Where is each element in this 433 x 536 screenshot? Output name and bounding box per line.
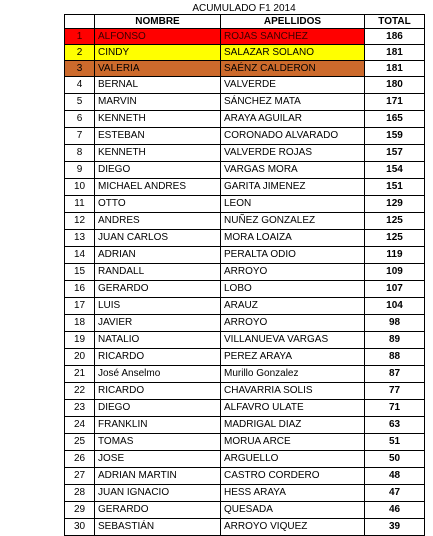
row-nombre: MARVIN [95,94,221,111]
row-nombre: KENNETH [95,145,221,162]
table-row [65,315,425,332]
table-row [65,111,425,128]
row-apellidos: QUESADA [221,502,365,519]
row-position: 5 [65,94,95,111]
row-apellidos: CHAVARRIA SOLIS [221,383,365,400]
row-total: 125 [365,213,425,230]
row-nombre: LUIS [95,298,221,315]
row-nombre: OTTO [95,196,221,213]
row-nombre: ALFONSO [95,29,221,45]
table-body [65,29,425,536]
row-apellidos: CORONADO ALVARADO [221,128,365,145]
row-position: 12 [65,213,95,230]
row-position: 13 [65,230,95,247]
row-position: 25 [65,434,95,451]
row-nombre: RANDALL [95,264,221,281]
row-nombre: CINDY [95,45,221,61]
table-row [65,128,425,145]
row-apellidos: GARITA JIMENEZ [221,179,365,196]
row-total: 157 [365,145,425,162]
row-nombre: José Anselmo [95,366,221,383]
row-position: 20 [65,349,95,366]
row-apellidos: ROJAS SANCHEZ [221,29,365,45]
row-nombre: JOSE [95,451,221,468]
row-total: 165 [365,111,425,128]
row-apellidos: MORUA ARCE [221,434,365,451]
row-position: 14 [65,247,95,264]
row-total: 98 [365,315,425,332]
table-row [65,45,425,61]
row-apellidos: CASTRO CORDERO [221,468,365,485]
table-row [65,94,425,111]
table-row [65,213,425,230]
row-nombre: MICHAEL ANDRES [95,179,221,196]
row-total: 186 [365,29,425,45]
row-apellidos: HESS ARAYA [221,485,365,502]
table-row [65,281,425,298]
table-row [65,332,425,349]
row-nombre: NATALIO [95,332,221,349]
table-row [65,400,425,417]
row-total: 51 [365,434,425,451]
row-position: 16 [65,281,95,298]
row-position: 28 [65,485,95,502]
header-row [65,15,425,29]
row-apellidos: SÁNCHEZ MATA [221,94,365,111]
row-apellidos: VALVERDE ROJAS [221,145,365,162]
table-row [65,230,425,247]
row-position: 29 [65,502,95,519]
row-nombre: TOMAS [95,434,221,451]
row-apellidos: MADRIGAL DIAZ [221,417,365,434]
row-position: 27 [65,468,95,485]
row-nombre: JAVIER [95,315,221,332]
row-total: 88 [365,349,425,366]
header-apellidos: APELLIDOS [221,15,365,29]
header-pos [65,15,95,29]
table-row [65,298,425,315]
row-total: 181 [365,61,425,77]
row-apellidos: ARROYO [221,315,365,332]
row-total: 71 [365,400,425,417]
table-row [65,468,425,485]
row-position: 6 [65,111,95,128]
row-apellidos: PERALTA ODIO [221,247,365,264]
row-nombre: SEBASTIÁN [95,519,221,536]
row-nombre: ADRIAN [95,247,221,264]
row-total: 46 [365,502,425,519]
table-row [65,417,425,434]
table-row [65,77,425,94]
row-total: 104 [365,298,425,315]
row-apellidos: ARGUELLO [221,451,365,468]
row-nombre: JUAN IGNACIO [95,485,221,502]
row-position: 21 [65,366,95,383]
row-total: 129 [365,196,425,213]
row-nombre: DIEGO [95,162,221,179]
row-total: 154 [365,162,425,179]
row-total: 87 [365,366,425,383]
row-total: 39 [365,519,425,536]
row-position: 17 [65,298,95,315]
row-nombre: GERARDO [95,502,221,519]
row-nombre: RICARDO [95,383,221,400]
standings-table [64,14,425,536]
row-position: 11 [65,196,95,213]
table-row [65,162,425,179]
row-apellidos: ARROYO VIQUEZ [221,519,365,536]
table-row [65,502,425,519]
row-apellidos: ALFAVRO ULATE [221,400,365,417]
row-apellidos: LEON [221,196,365,213]
row-total: 77 [365,383,425,400]
row-apellidos: ARAYA AGUILAR [221,111,365,128]
row-position: 26 [65,451,95,468]
header-total: TOTAL [365,15,425,29]
row-total: 50 [365,451,425,468]
row-apellidos: ARAUZ [221,298,365,315]
row-position: 3 [65,61,95,77]
row-nombre: GERARDO [95,281,221,298]
row-position: 4 [65,77,95,94]
row-nombre: VALERIA [95,61,221,77]
row-position: 19 [65,332,95,349]
table-row [65,349,425,366]
row-nombre: RICARDO [95,349,221,366]
row-total: 48 [365,468,425,485]
row-position: 1 [65,29,95,45]
row-apellidos: VILLANUEVA VARGAS [221,332,365,349]
row-apellidos: SAÉNZ CALDERON [221,61,365,77]
row-total: 47 [365,485,425,502]
row-position: 24 [65,417,95,434]
row-position: 15 [65,264,95,281]
row-total: 107 [365,281,425,298]
table-row [65,451,425,468]
table-row [65,196,425,213]
sheet-title: ACUMULADO F1 2014 [192,3,296,14]
row-total: 109 [365,264,425,281]
row-total: 171 [365,94,425,111]
row-total: 159 [365,128,425,145]
header-nombre: NOMBRE [95,15,221,29]
table-row [65,264,425,281]
table-row [65,179,425,196]
row-apellidos: NUÑEZ GONZALEZ [221,213,365,230]
table-row [65,145,425,162]
row-nombre: JUAN CARLOS [95,230,221,247]
table-row [65,61,425,77]
row-position: 10 [65,179,95,196]
row-total: 89 [365,332,425,349]
row-total: 180 [365,77,425,94]
row-apellidos: VARGAS MORA [221,162,365,179]
row-position: 2 [65,45,95,61]
row-position: 7 [65,128,95,145]
table-row [65,247,425,264]
row-apellidos: MORA LOAIZA [221,230,365,247]
row-apellidos: SALAZAR SOLANO [221,45,365,61]
row-nombre: BERNAL [95,77,221,94]
row-position: 23 [65,400,95,417]
row-position: 22 [65,383,95,400]
row-position: 9 [65,162,95,179]
row-total: 63 [365,417,425,434]
table-row [65,519,425,536]
row-nombre: ESTEBAN [95,128,221,145]
row-total: 181 [365,45,425,61]
row-apellidos: PEREZ ARAYA [221,349,365,366]
row-apellidos: LOBO [221,281,365,298]
row-total: 151 [365,179,425,196]
table-row [65,434,425,451]
row-apellidos: ARROYO [221,264,365,281]
row-apellidos: VALVERDE [221,77,365,94]
row-nombre: KENNETH [95,111,221,128]
row-total: 119 [365,247,425,264]
table-row [65,366,425,383]
row-nombre: ANDRES [95,213,221,230]
table-row [65,485,425,502]
row-apellidos: Murillo Gonzalez [221,366,365,383]
table-row [65,29,425,45]
row-nombre: ADRIAN MARTIN [95,468,221,485]
table-row [65,383,425,400]
row-nombre: FRANKLIN [95,417,221,434]
row-nombre: DIEGO [95,400,221,417]
row-total: 125 [365,230,425,247]
row-position: 8 [65,145,95,162]
row-position: 18 [65,315,95,332]
row-position: 30 [65,519,95,536]
